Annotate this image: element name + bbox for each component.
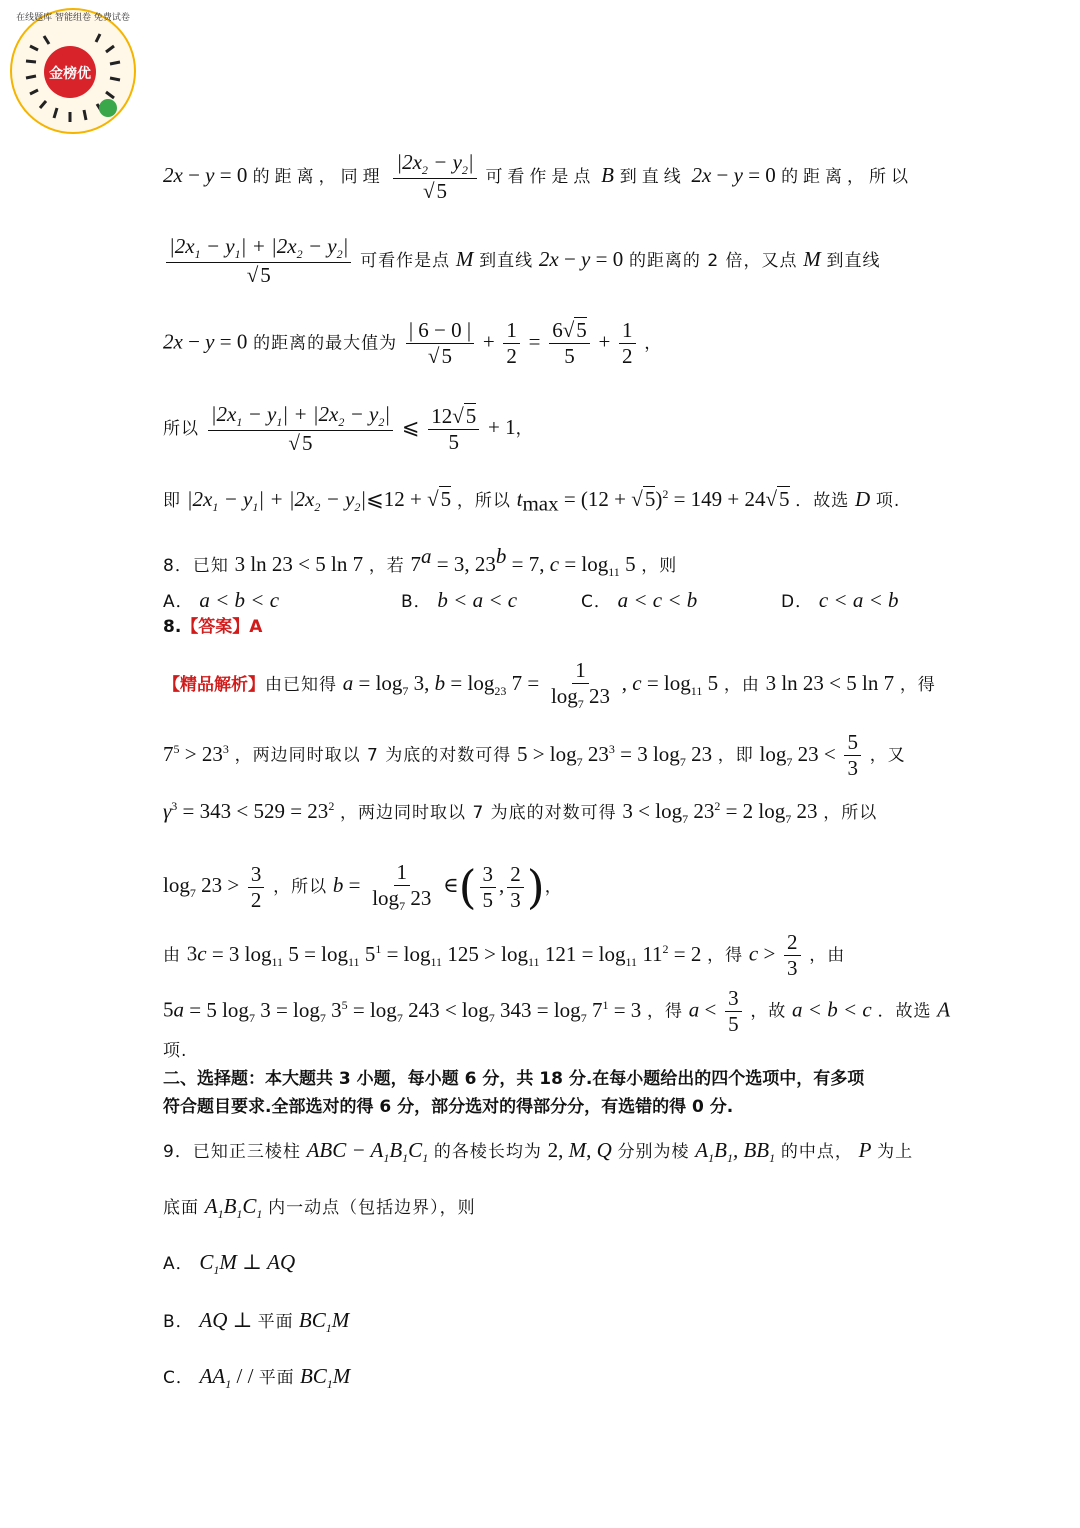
analysis-line-2: $7^5 > 23^3$ ，两边同时取以 7 为底的对数可得 $5 > \log_7 23^3 = 3$ $\log_7 23$ ，即 $\log_7 23$ < $\frac{5}{3}$ ，又 — [163, 730, 906, 780]
question-9-stem-2: 底面 $A_1B_1C_1$ 内一动点（包括边界），则 — [163, 1194, 476, 1222]
solution-line-4: 所以 $\frac{|2x_1 - y_1| + |2x_2 - y_2|}{√5}$ ⩽ $\frac{12√5}{5}$ + 1， — [163, 402, 534, 456]
solution-line-2: $\frac{|2x_1 - y_1| + |2x_2 - y_2|}{√5}$ 可看作是点 M 到直线 2x − y = 0 的距离的 2 倍，又点 M 到直线 — [163, 236, 920, 286]
logo-ring-text: 在线题库 智能组卷 免费试卷 — [16, 13, 130, 23]
solution-line-5: 即 $|2x_1 - y_1| + |2x_2$ − $y_2|⩽12 + √5$ ，所以 $t_{max} = (12 + √5)^2 = 149 + 24√5$ ．故选 D 项. — [163, 487, 901, 516]
q8-option-d[interactable]: D． c < a < b — [781, 588, 899, 612]
question-9-stem-1: 9．已知正三棱柱 ABC − $A_1B_1C_1$ 的各棱长均为 2, M, Q 分别为棱 $A_1B_1$, $BB_1$ 的中点， P 为上 — [163, 1138, 914, 1166]
solution-line-3: 2x − y = 0 的距离的最大值为 $\frac{| 6 - 0 |}{√5}$ + $\frac{1}{2}$ = $\frac{6√5}{5}$ + $\frac{1}{2}$ ， — [163, 318, 663, 368]
section-2-header-1: 二、选择题：本大题共 3 小题，每小题 6 分，共 18 分.在每小题给出的四个选项中，有多项 — [163, 1069, 865, 1089]
question-8-answer: 8.【答案】A — [163, 617, 263, 637]
analysis-line-7: 项. — [163, 1041, 188, 1061]
section-2-header-2: 符合题目要求.全部选对的得 6 分，部分选对的得部分分，有选错的得 0 分. — [163, 1097, 734, 1117]
qr-code-logo-icon — [8, 6, 138, 136]
question-8-stem: 8．已知 3 ln 23 < 5 ln 7 ，若 $7^a = 3$, $23^b = 7$, $c = \log_{11} 5$ ，则 — [163, 544, 678, 580]
q8-option-a[interactable]: A． a < b < c — [163, 588, 280, 612]
brand-logo — [8, 6, 138, 136]
analysis-line-1: 【精品解析】由已知得 $a = \log_7 3$, $b = \log_{23} 7$ = $\frac{1}{\log_7 23}$ , $c = \log_{11} 5$ ，由 3 ln 23 < 5 ln 7 ，得 — [163, 658, 936, 712]
analysis-line-5: 由 3c = 3 $\log_{11} 5 = \log_{11} 5^1 = \log_{11} 125 > \log_{11} 121 = \log_{11} 11^2 = 2$ ，得 c > $\frac{2}{3}$ ，由 — [163, 930, 846, 980]
q9-option-c[interactable]: C． $AA_1$ / / 平面 $BC_1M$ — [163, 1364, 351, 1392]
analysis-line-4: $\log_7 23$ > $\frac{3}{2}$ ，所以 b = $\frac{1}{\log_7 23}$ ∈( $\frac{3}{5}$ , $\frac{2}{3}$ )， — [163, 860, 563, 915]
analysis-line-6: 5a = 5 $\log_7 3 = \log_7 3^5 = \log_7 243 < \log_7 343 = \log_7 7^1 = 3$ ，得 a < $\frac{3}{5}$ ，故 a < b < c ．故选 A — [163, 986, 951, 1036]
q8-option-b[interactable]: B． b < a < c — [401, 588, 518, 612]
solution-line-1: 2x − y = 0 的距离，同理 $\frac{|2x_2 - y_2|}{√5}$ 可看作是点 B 到直线 2x − y = 0 的距离，所以 — [163, 150, 914, 204]
analysis-line-3: $\gamma^3 = 343 < 529 = 23^2$ ，两边同时取以 7 为底的对数可得 $3 < \log_7 23^2 = 2$ $\log_7 23$ ，所以 — [163, 799, 878, 827]
q9-option-a[interactable]: A． $C_1M$ ⊥ AQ — [163, 1250, 296, 1278]
q9-option-b[interactable]: B． AQ ⊥ 平面 $BC_1M$ — [163, 1308, 350, 1336]
q8-option-c[interactable]: C． a < c < b — [581, 588, 698, 612]
logo-brand-text: 金榜优 — [49, 66, 91, 82]
